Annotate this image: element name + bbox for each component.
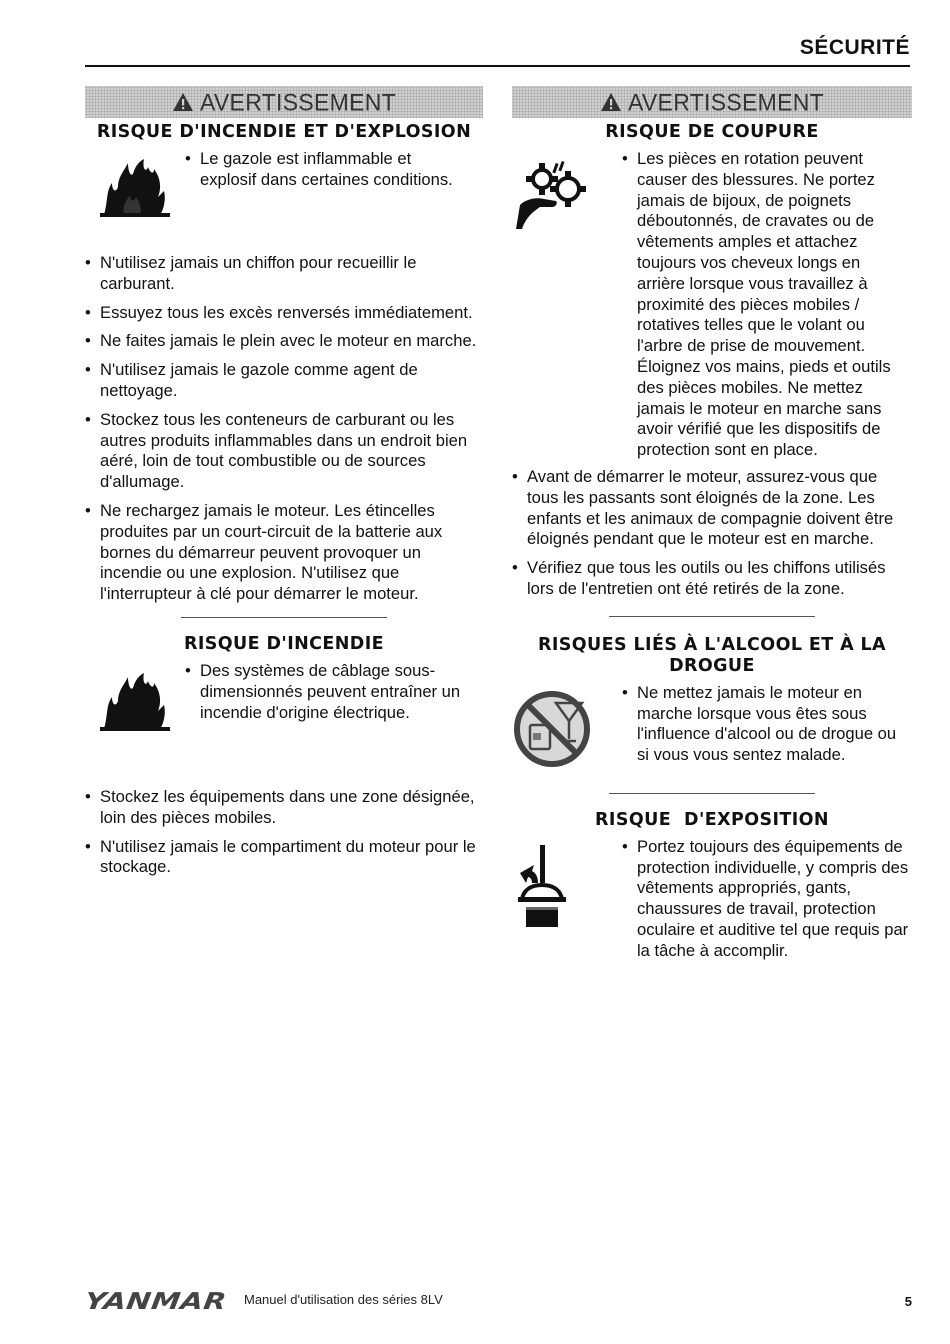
page-number: 5	[904, 1294, 912, 1309]
list-item: • Portez toujours des équipements de protection individuelle, y compris des vêtements appropriés, gants, chaussures de travail, protection oculaire et auditive tel que requis par la tâche à accomplir.	[622, 837, 912, 962]
fire-list	[85, 787, 483, 878]
yanmar-logo: YANMAR	[83, 1287, 229, 1315]
section-divider	[181, 617, 387, 618]
rotating-parts-hand-icon	[512, 155, 592, 235]
list-item: • Avant de démarrer le moteur, assurez-vous que tous les passants sont éloignés de la zone. Les enfants et les animaux de compagnie doivent être éloignés pendant que le moteur est en marche.	[512, 467, 912, 550]
right-column	[512, 86, 912, 962]
warning-banner	[512, 86, 912, 118]
warning-banner-label: AVERTISSEMENT	[627, 87, 825, 116]
warning-banner-label: AVERTISSEMENT	[199, 87, 397, 116]
list-item: • Essuyez tous les excès renversés immédiatement.	[85, 303, 483, 324]
list-item: • Ne rechargez jamais le moteur. Les étincelles produites par un court-circuit de la batterie aux bornes du démarreur peuvent provoquer un incendie ou une explosion. N'utilisez que l'interrupteur à clé pour démarrer le moteur.	[85, 501, 483, 605]
list-item: • Stockez tous les conteneurs de carburant ou les autres produits inflammables dans un endroit bien aéré, loin de tout combustible ou de sources d'allumage.	[85, 410, 483, 493]
header-rule	[85, 65, 910, 67]
list-item: • N'utilisez jamais le compartiment du moteur pour le stockage.	[85, 837, 483, 879]
fire-explosion-icon-row	[85, 149, 483, 253]
section-title-alcohol: RISQUES LIÉS À L'ALCOOL ET À LA DROGUE	[537, 634, 887, 676]
left-column	[85, 86, 483, 886]
section-divider	[609, 793, 815, 794]
page-title: SÉCURITÉ	[799, 36, 910, 59]
cut-list	[512, 467, 912, 600]
flame-icon	[98, 671, 172, 731]
warning-triangle-icon	[172, 92, 194, 112]
no-alcohol-icon	[512, 689, 592, 769]
list-item: • Des systèmes de câblage sous-dimensionnés peuvent entraîner un incendie d'origine électrique.	[185, 661, 471, 723]
fire-explosion-list	[85, 253, 483, 605]
protective-equipment-icon	[512, 843, 572, 933]
section-title-exposure: RISQUE D'EXPOSITION	[595, 809, 829, 830]
list-item: • Ne faites jamais le plein avec le moteur en marche.	[85, 331, 483, 352]
list-item: • Les pièces en rotation peuvent causer des blessures. Ne portez jamais de bijoux, de poignets déboutonnés, de cravates ou de vêtements amples et attachez toujours vos cheveux longs en arrière lorsque vous travaillez à proximité des pièces mobiles / rotatives telles que le volant ou l'arbre de prise de mouvement. Éloignez vos mains, pieds et outils des pièces mobiles. Ne mettez jamais le moteur en marche sans avoir vérifié que les dispositifs de protection sont en place.	[622, 149, 912, 461]
list-item: • N'utilisez jamais un chiffon pour recueillir le carburant.	[85, 253, 483, 295]
section-divider	[609, 616, 815, 617]
section-title-cut: RISQUE DE COUPURE	[605, 122, 819, 142]
list-item: • Stockez les équipements dans une zone désignée, loin des pièces mobiles.	[85, 787, 483, 829]
fire-icon-row	[85, 661, 483, 787]
exposure-icon-row	[512, 837, 912, 962]
section-title-fire-explosion: RISQUE D'INCENDIE ET D'EXPLOSION	[96, 122, 472, 142]
cut-icon-row	[512, 149, 912, 461]
footer-manual-title: Manuel d'utilisation des séries 8LV	[244, 1292, 443, 1307]
list-item: • N'utilisez jamais le gazole comme agent de nettoyage.	[85, 360, 483, 402]
list-item: • Ne mettez jamais le moteur en marche lorsque vous êtes sous l'influence d'alcool ou de drogue ou si vous vous sentez malade.	[622, 683, 912, 766]
flame-icon	[98, 157, 172, 217]
list-item: • Vérifiez que tous les outils ou les chiffons utilisés lors de l'entretien ont été retirés de la zone.	[512, 558, 912, 600]
section-title-fire: RISQUE D'INCENDIE	[183, 633, 384, 654]
list-item: • Le gazole est inflammable et explosif dans certaines conditions.	[185, 149, 471, 191]
alcohol-icon-row	[512, 683, 912, 789]
warning-triangle-icon	[600, 92, 622, 112]
warning-banner	[85, 86, 483, 118]
